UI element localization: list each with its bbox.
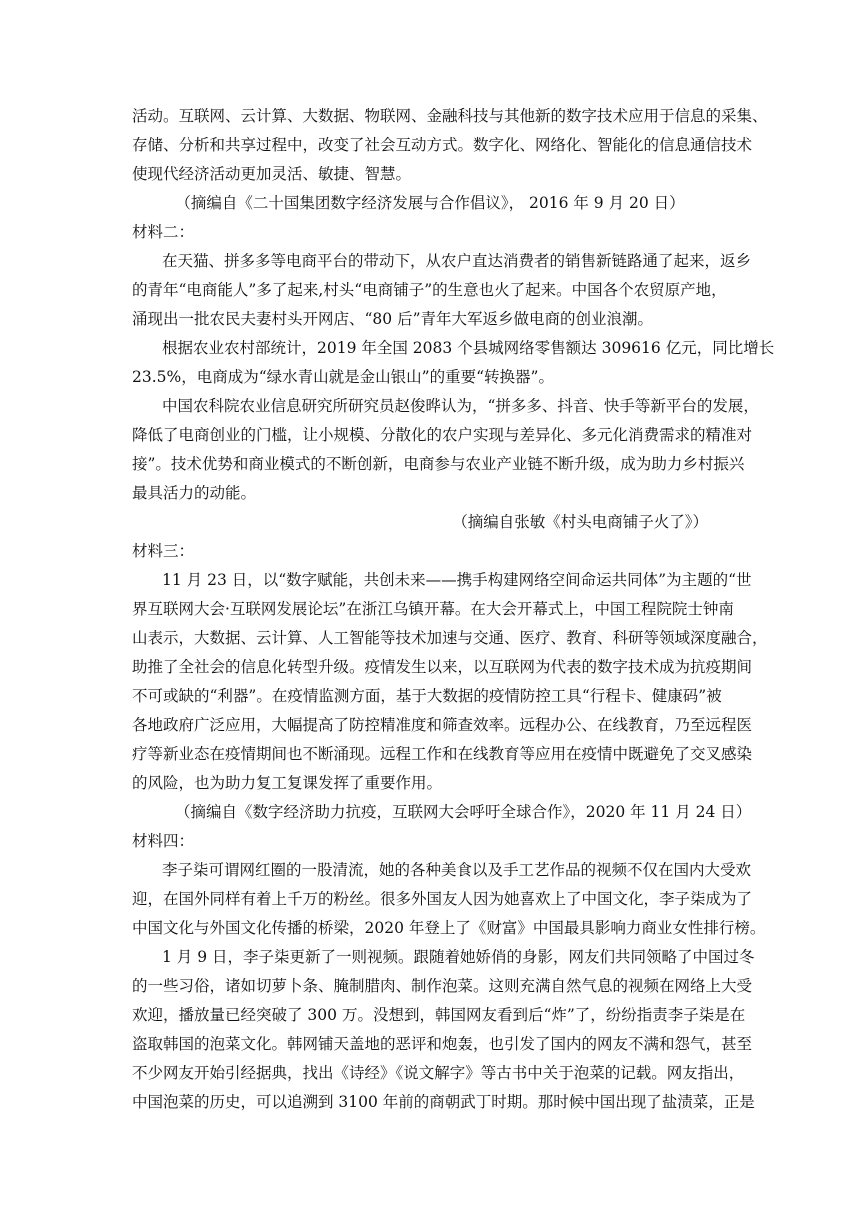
text-line: 助推了全社会的信息化转型升级。疫情发生以来，以互联网为代表的数字技术成为抗疫期间 <box>132 658 753 676</box>
text-line: 的风险，也为助力复工复课发挥了重要作用。 <box>132 774 443 792</box>
text-line: 迎，在国外同样有着上千万的粉丝。很多外国友人因为她喜欢上了中国文化，李子柒成为了 <box>132 890 753 908</box>
text-line: 不可或缺的“利器”。在疫情监测方面，基于大数据的疫情防控工具“行程卡、健康码”被 <box>132 687 722 705</box>
text-line: 的青年“电商能人”多了起来,村头“电商铺子”的生意也火了起来。中国各个农贸原产地， <box>132 281 727 299</box>
section-heading: 材料三： <box>132 542 195 560</box>
text-line: 中国文化与外国文化传播的桥梁，2020 年登上了《财富》中国最具影响力商业女性排行榜。 <box>132 919 766 937</box>
text-line: 1 月 9 日，李子柒更新了一则视频。跟随着她娇俏的身影，网友们共同领略了中国过冬 <box>162 948 755 966</box>
text-line: 的一些习俗，诸如切萝卜条、腌制腊肉、制作泡菜。这则充满自然气息的视频在网络上大受 <box>132 977 753 995</box>
text-line: 存储、分析和共享过程中，改变了社会互动方式。数字化、网络化、智能化的信息通信技术 <box>132 136 753 154</box>
text-line: 中国泡菜的历史，可以追溯到 3100 年前的商朝武丁时期。那时候中国出现了盐渍菜，正是 <box>132 1093 755 1111</box>
text-line: 在天猫、拼多多等电商平台的带动下，从农户直达消费者的销售新链路通了起来，返乡 <box>162 252 752 270</box>
text-line: 11 月 23 日，以“数字赋能，共创未来——携手构建网络空间命运共同体”为主题的“世 <box>162 571 752 589</box>
text-line: 盗取韩国的泡菜文化。韩网铺天盖地的恶评和炮轰，也引发了国内的网友不满和怨气，甚至 <box>132 1035 753 1053</box>
text-line: 涌现出一批农民夫妻村头开网店、“80 后”青年大军返乡做电商的创业浪潮。 <box>132 310 654 328</box>
text-line: 23.5%，电商成为“绿水青山就是金山银山”的重要“转换器”。 <box>132 368 554 386</box>
text-line: 中国农科院农业信息研究所研究员赵俊晔认为，“拼多多、抖音、快手等新平台的发展， <box>162 397 759 415</box>
source-citation: （摘编自《二十国集团数字经济发展与合作倡议》， 2016 年 9 月 20 日） <box>175 194 685 212</box>
section-heading: 材料四： <box>132 832 195 850</box>
text-line: 降低了电商创业的门槛，让小规模、分散化的农户实现与差异化、多元化消费需求的精准对 <box>132 426 753 444</box>
text-line: 山表示，大数据、云计算、人工智能等技术加速与交通、医疗、教育、科研等领域深度融合， <box>132 629 768 647</box>
text-line: 不少网友开始引经据典，找出《诗经》《说文解字》等古书中关于泡菜的记载。网友指出， <box>132 1064 745 1082</box>
text-line: 最具活力的动能。 <box>132 484 257 502</box>
text-line: 使现代经济活动更加灵活、敏捷、智慧。 <box>132 165 412 183</box>
text-line: 界互联网大会·互联网发展论坛”在浙江乌镇开幕。在大会开幕式上，中国工程院院士钟南 <box>132 600 734 618</box>
text-line: 李子柒可谓网红圈的一股清流，她的各种美食以及手工艺作品的视频不仅在国内大受欢 <box>162 861 752 879</box>
text-line: 各地政府广泛应用，大幅提高了防控精准度和筛查效率。远程办公、在线教育，乃至远程医 <box>132 716 753 734</box>
source-citation: （摘编自《数字经济助力抗疫，互联网大会呼吁全球合作》，2020 年 11 月 24 日） <box>175 803 752 821</box>
text-line: 欢迎，播放量已经突破了 300 万。没想到，韩国网友看到后“炸”了，纷纷指责李子柒是在 <box>132 1006 746 1024</box>
text-line: 疗等新业态在疫情期间也不断涌现。远程工作和在线教育等应用在疫情中既避免了交叉感染 <box>132 745 753 763</box>
text-line: 根据农业农村部统计，2019 年全国 2083 个县城网络零售额达 309616 亿元，同比增长 <box>162 339 775 357</box>
text-line: 活动。互联网、云计算、大数据、物联网、金融科技与其他新的数字技术应用于信息的采集、 <box>132 107 768 125</box>
section-heading: 材料二： <box>132 223 195 241</box>
text-line: 接”。技术优势和商业模式的不断创新，电商参与农业产业链不断升级，成为助力乡村振兴 <box>132 455 745 473</box>
source-citation: （摘编自张敏《村头电商铺子火了》） <box>452 513 708 531</box>
